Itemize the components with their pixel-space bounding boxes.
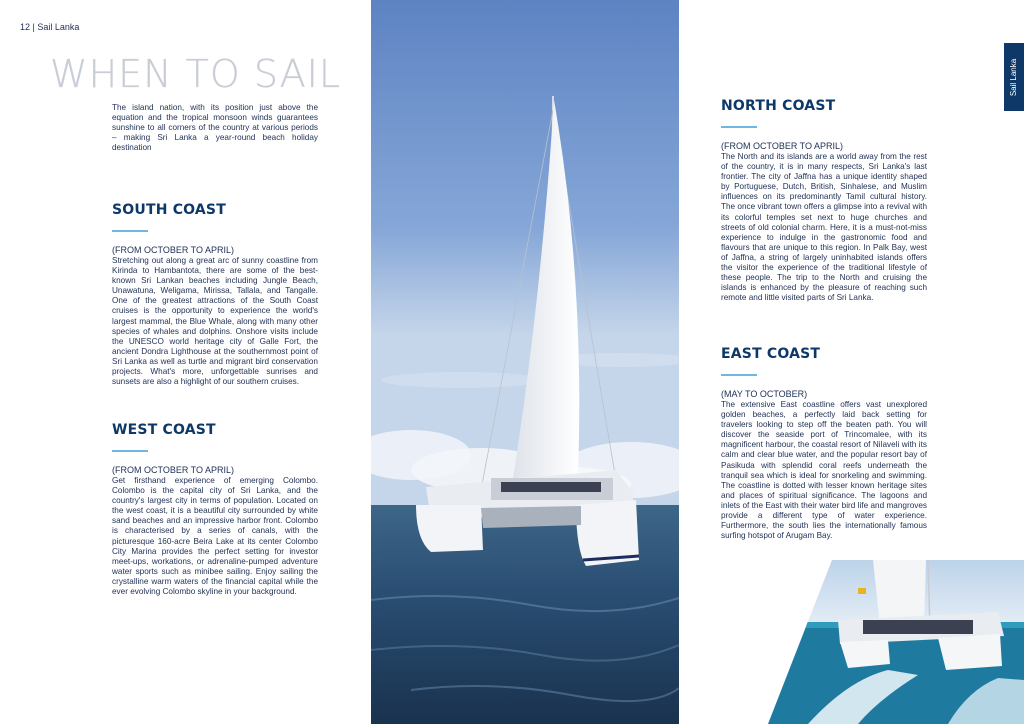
intro-paragraph: The island nation, with its position just above the equation and the tropical monsoon winds guarantees sunshine to all corners of the country at various periods – making Sri Lanka a year-round beach holiday destination [112, 103, 318, 153]
catamaran-wake-photo [768, 560, 1024, 724]
catamaran-photo [371, 0, 679, 724]
west-coast-heading: WEST COAST [112, 422, 216, 438]
north-coast-period: (FROM OCTOBER TO APRIL) [721, 141, 844, 151]
section-side-tab [1004, 43, 1024, 111]
section-rule [112, 450, 148, 452]
east-coast-heading: EAST COAST [721, 346, 821, 362]
side-tab-label: Sail Lanka [1009, 58, 1019, 96]
south-coast-heading: SOUTH COAST [112, 202, 226, 218]
north-coast-body: The North and its islands are a world away from the rest of the country, it is in many respects, Sri Lanka's last frontier. The city of Jaffna has a unique identity shaped by Portuguese, Dutch, British, Sinhalese, and Muslim influences on its predominantly Tamil cultural history. The once vibrant town offers a glimpse into a revival with its colorful temples set next to huge churches and streets of old colonial charm. Here, it is a must-not-miss experience to indulge in the gastronomic food and flavours that are unique to this region. In Palk Bay, west of Jaffna, a string of largely uninhabited islands offers the visitor the experience of the traditional lifestyle of these people. The trip to the North and cruising the islands is enhanced by the pleasure of reaching such remote and little visited parts of Sri Lanka. [721, 152, 927, 303]
section-rule [721, 374, 757, 376]
west-coast-section [112, 422, 318, 597]
east-coast-section [721, 346, 927, 541]
south-coast-period: (FROM OCTOBER TO APRIL) [112, 245, 235, 255]
section-rule [721, 126, 757, 128]
north-coast-section [721, 98, 927, 303]
page-title: WHEN TO SAIL [50, 52, 342, 96]
east-coast-body: The extensive East coastline offers vast unexplored golden beaches, a perfectly laid back setting for travelers looking to step off the beaten path. You will discover the seaside port of Trincomalee, with its magnificent harbour, the coastal resort of Nilaveli with its calm and clear blue water, and the popular resort bay of Pasikuda with splendid coral reefs underneath the tranquil sea which is ideal for snorkeling and swimming. The coastline is dotted with lesser known heritage sites and places of spiritual significance. The lagoons and inlets of the East with their water bird life and mangroves provide a different type of water experience. Furthermore, the south lies the internationally famous surfing hotspot of Arugam Bay. [721, 400, 927, 541]
section-rule [112, 230, 148, 232]
south-coast-body: Stretching out along a great arc of sunny coastline from Kirinda to Hambantota, there are some of the best-known Sri Lankan beaches including Jungle Beach, Unawatuna, Weligama, Mirissa, Tallala, and Tangalle. One of the greatest attractions of the South Coast cruises is the opportunity to experience the world's largest mammal, the Blue Whale, along with many other species of whales and dolphins. Onshore visits include the UNESCO world heritage city of Galle Fort, the ancient Dondra Lighthouse at the southernmost point of Sri Lanka as well as turtle and migrant bird conservation projects. What's more, unforgettable sunrises and sunsets are also a highlight of our southern cruises. [112, 256, 318, 387]
east-coast-period: (MAY TO OCTOBER) [721, 389, 808, 399]
west-coast-body: Get firsthand experience of emerging Colombo. Colombo is the capital city of Sri Lanka, and the country's largest city in terms of population. Located on the west coast, it is a beautiful city surrounded by white sand beaches and an impressive harbor front. Colombo is characterised by a series of canals, with the picturesque 160-acre Beira Lake at its center Colombo City Marina provides the perfect setting for investor meet-ups, workations, or adrenaline-pumped adventure water sports such as minibee sailing. Enjoy sailing the crystalline warm waters of the financial capital while the ever evolving Colombo skyline in your background. [112, 476, 318, 597]
south-coast-section [112, 202, 318, 387]
north-coast-heading: NORTH COAST [721, 98, 836, 114]
page-header: 12 | Sail Lanka [20, 22, 80, 32]
west-coast-period: (FROM OCTOBER TO APRIL) [112, 465, 235, 475]
